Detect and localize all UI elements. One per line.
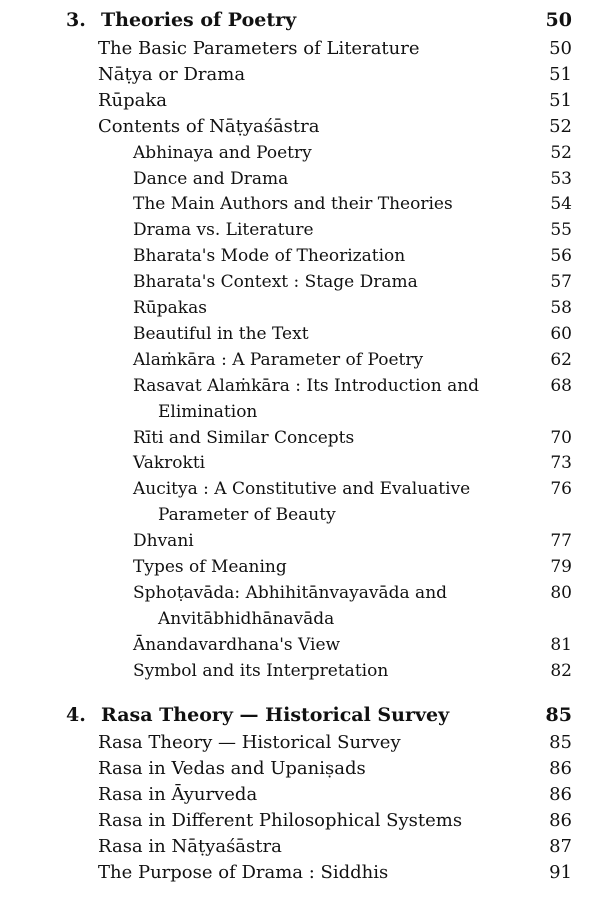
toc-entry[interactable] xyxy=(0,758,600,780)
entry-page-number: 86 xyxy=(549,783,572,805)
entry-page-number: 91 xyxy=(549,861,572,883)
toc-entry-continuation xyxy=(0,608,600,630)
entry-page-number: 76 xyxy=(550,479,572,500)
entry-page-number: 51 xyxy=(549,89,572,111)
toc-entry[interactable] xyxy=(0,64,600,86)
entry-title: Rīti and Similar Concepts xyxy=(133,427,355,448)
entry-title: Bharata's Mode of Theorization xyxy=(133,246,406,267)
toc-entry[interactable] xyxy=(0,245,600,267)
entry-title: Beautiful in the Text xyxy=(133,323,309,344)
entry-page-number: 62 xyxy=(550,349,572,370)
entry-title: Dance and Drama xyxy=(133,168,289,189)
toc-entry[interactable] xyxy=(0,530,600,552)
entry-title: Rasa in Āyurveda xyxy=(98,783,258,805)
toc-entry[interactable] xyxy=(0,582,600,604)
entry-title: Drama vs. Literature xyxy=(133,220,314,241)
chapter-page-number: 85 xyxy=(545,704,572,726)
toc-entry[interactable] xyxy=(0,116,600,138)
toc-entry[interactable] xyxy=(0,219,600,241)
toc-entry[interactable] xyxy=(0,323,600,345)
toc-entry[interactable] xyxy=(0,297,600,319)
entry-title: Rasavat Alaṁkāra : Its Introduction and xyxy=(133,375,480,396)
entry-page-number: 86 xyxy=(549,757,572,779)
toc-entry[interactable] xyxy=(0,90,600,112)
entry-title: Rasa in Vedas and Upaniṣads xyxy=(98,757,366,779)
entry-title: Abhinaya and Poetry xyxy=(133,142,312,163)
entry-title: Dhvani xyxy=(133,531,194,552)
chapter-heading[interactable] xyxy=(0,704,600,726)
entry-title-continuation: Anvitābhidhānavāda xyxy=(158,608,335,629)
toc-entry[interactable] xyxy=(0,732,600,754)
entry-title: Alaṁkāra : A Parameter of Poetry xyxy=(133,349,424,370)
chapter-page-number: 50 xyxy=(545,9,572,31)
entry-page-number: 53 xyxy=(550,168,572,189)
toc-entry[interactable] xyxy=(0,38,600,60)
entry-page-number: 79 xyxy=(550,557,572,577)
entry-title: Rasa Theory — Historical Survey xyxy=(98,732,401,753)
entry-page-number: 58 xyxy=(550,298,572,318)
toc-entry[interactable] xyxy=(0,634,600,656)
entry-page-number: 81 xyxy=(550,634,572,655)
chapter-title: Theories of Poetry xyxy=(101,9,297,31)
entry-page-number: 50 xyxy=(549,38,572,59)
entry-title: The Basic Parameters of Literature xyxy=(98,38,420,59)
toc-entry[interactable] xyxy=(0,478,600,500)
entry-page-number: 80 xyxy=(550,582,572,603)
entry-title-continuation: Parameter of Beauty xyxy=(158,505,336,526)
entry-title: Rūpaka xyxy=(98,89,168,111)
entry-page-number: 57 xyxy=(550,272,572,293)
toc-entry[interactable] xyxy=(0,452,600,474)
entry-page-number: 54 xyxy=(550,194,572,215)
entry-page-number: 51 xyxy=(549,63,572,85)
toc-entry[interactable] xyxy=(0,784,600,806)
toc-entry[interactable] xyxy=(0,375,600,397)
entry-page-number: 68 xyxy=(550,375,572,396)
entry-title: Rasa in Nāṭyaśāstra xyxy=(98,835,282,857)
toc-entry[interactable] xyxy=(0,142,600,164)
entry-title: The Purpose of Drama : Siddhis xyxy=(98,861,389,883)
entry-title: Symbol and its Interpretation xyxy=(133,660,389,681)
toc-entry[interactable] xyxy=(0,271,600,293)
entry-title-continuation: Elimination xyxy=(158,401,258,422)
toc-entry[interactable] xyxy=(0,349,600,371)
toc-entry[interactable] xyxy=(0,862,600,884)
entry-title: Rūpakas xyxy=(133,298,207,318)
entry-page-number: 85 xyxy=(549,732,572,753)
chapter-number: 4. xyxy=(66,704,86,726)
entry-page-number: 82 xyxy=(550,660,572,681)
entry-page-number: 55 xyxy=(550,220,572,241)
chapter-heading[interactable] xyxy=(0,9,600,31)
toc-entry[interactable] xyxy=(0,168,600,190)
entry-title: Sphoṭavāda: Abhihitānvayavāda and xyxy=(133,582,448,603)
toc-entry[interactable] xyxy=(0,836,600,858)
entry-page-number: 60 xyxy=(550,323,572,344)
entry-page-number: 52 xyxy=(549,115,572,137)
entry-title: Types of Meaning xyxy=(133,557,287,577)
toc-entry-continuation xyxy=(0,401,600,423)
entry-page-number: 87 xyxy=(549,835,572,857)
toc-entry[interactable] xyxy=(0,556,600,578)
chapter-title: Rasa Theory — Historical Survey xyxy=(101,704,450,726)
entry-page-number: 70 xyxy=(550,427,572,448)
toc-entry[interactable] xyxy=(0,660,600,682)
toc-entry[interactable] xyxy=(0,193,600,215)
toc-entry[interactable] xyxy=(0,427,600,449)
toc-entry-continuation xyxy=(0,504,600,526)
entry-title: Vakrokti xyxy=(133,453,206,474)
entry-title: Bharata's Context : Stage Drama xyxy=(133,272,418,293)
entry-page-number: 52 xyxy=(550,142,572,163)
entry-page-number: 56 xyxy=(550,246,572,267)
entry-page-number: 73 xyxy=(550,453,572,474)
entry-page-number: 86 xyxy=(549,809,572,831)
entry-title: The Main Authors and their Theories xyxy=(133,194,453,215)
entry-title: Nāṭya or Drama xyxy=(98,63,246,85)
entry-page-number: 77 xyxy=(550,531,572,552)
entry-title: Ānandavardhana's View xyxy=(133,634,341,655)
entry-title: Aucitya : A Constitutive and Evaluative xyxy=(133,479,471,500)
entry-title: Rasa in Different Philosophical Systems xyxy=(98,809,463,831)
toc-entry[interactable] xyxy=(0,810,600,832)
entry-title: Contents of Nāṭyaśāstra xyxy=(98,115,320,137)
chapter-number: 3. xyxy=(66,9,86,31)
